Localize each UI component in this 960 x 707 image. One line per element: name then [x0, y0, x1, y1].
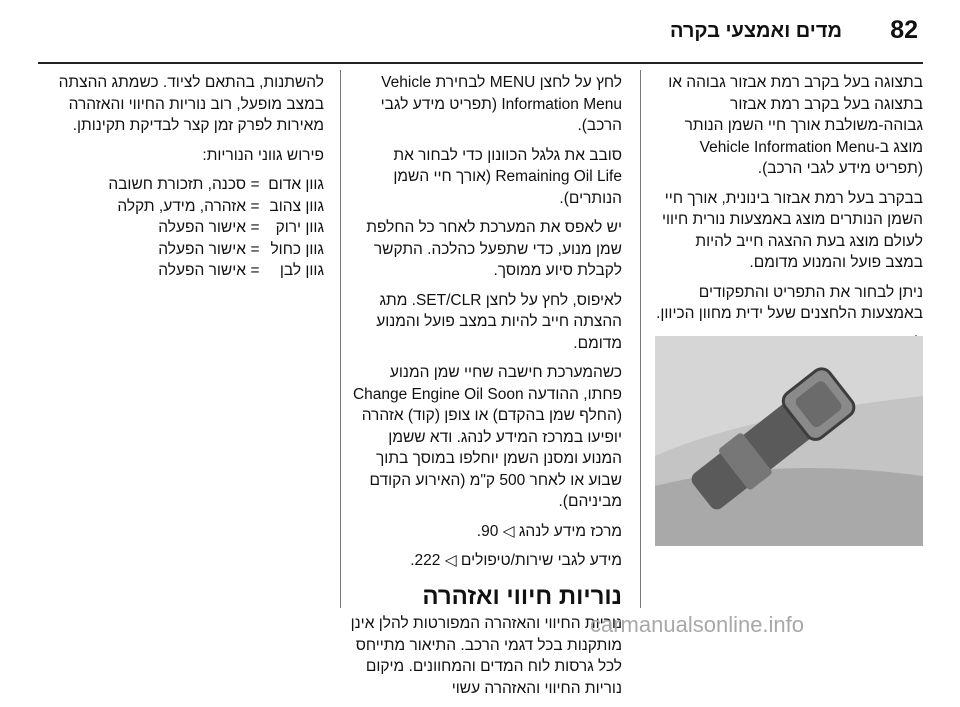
- paragraph: פירוש גווני הנוריות:: [202, 146, 324, 164]
- right-column: [655, 72, 923, 362]
- list-item: גוון אדום = סכנה, תזכורת חשובה: [108, 176, 324, 193]
- paragraph: כשהמערכת חישבה שחיי שמן המנוע פחתו, ההודעה Change Engine Oil Soon (החלף שמן בהקדם) או צופן (קוד) אזהרה יופיעו במרכז המידע לנהג. ודא ששמן המנוע ומסנן השמן יוחלפו במוסך בתוך שבוע או לאחר 500 ק"מ (האירוע הקודם מביניהם).: [352, 364, 622, 510]
- stalk-illustration: [655, 336, 923, 546]
- cross-reference: מידע לגבי שירות/טיפולים ◁ 222.: [410, 552, 622, 569]
- paragraph: להשתנות, בהתאם לציוד. כשמתג ההצתה במצב מופעל, רוב נוריות החיווי והאזהרה מאירות לפרק זמן קצר לבדיקת תקינותן.: [58, 74, 324, 134]
- paragraph: לחץ על לחצן MENU לבחירת Vehicle Information Menu (תפריט מידע לגבי הרכב).: [380, 74, 622, 134]
- paragraph: יש לאפס את המערכת לאחר כל החלפת שמן מנוע, כדי שתפעל כהלכה. התקשר לקבלת סיוע ממוסך.: [366, 219, 622, 279]
- chapter-title: מדים ואמצעי בקרה: [669, 20, 842, 42]
- list-item: גוון צהוב = אזהרה, מידע, תקלה: [117, 197, 324, 215]
- paragraph: בתצוגה בעל בקרב רמת אבזור גבוהה או בתצוגה בעל בקרב רמת אבזור גבוהה-משולבת אורך חיי השמן הנותר מוצג ב-Vehicle Information Menu (תפריט מידע לגבי הרכב).: [668, 74, 923, 177]
- list-item: גוון כחול = אישור הפעלה: [158, 240, 324, 258]
- paragraph: בבקרב בעל רמת אבזור בינונית, אורך חיי השמן הנותרים מוצג באמצעות נורית חיווי לעולם מוצג בעת ההצגה חייב להיות במצב פועל והמנוע מדומם.: [661, 189, 923, 271]
- color-legend-list: [40, 174, 324, 282]
- middle-column: [350, 72, 622, 707]
- column-divider-right: [640, 70, 641, 608]
- watermark: carmanualsonline.info: [590, 612, 805, 637]
- turn-signal-stalk-photo: [655, 336, 923, 546]
- page-number: 82: [890, 16, 918, 44]
- cross-reference: מרכז מידע לנהג ◁ 90.: [476, 522, 622, 540]
- list-item: גוון ירוק = אישור הפעלה: [158, 219, 324, 236]
- paragraph: לאיפוס, לחץ על לחצן SET/CLR. מתג ההצתה חייב להיות במצב פועל והמנוע מדומם.: [376, 291, 622, 352]
- page-header: [0, 0, 960, 60]
- header-rule: [38, 62, 923, 64]
- paragraph: נוריות החיווי והאזהרה המפורטות להלן אינן מותקנות בכל דגמי הרכב. התיאור מתייחס לכל גרסות לוח המדים והמחוונים. מיקום נוריות החיווי והאזהרה עשוי: [350, 615, 622, 697]
- left-column: [40, 72, 324, 282]
- list-item: גוון לבן = אישור הפעלה: [158, 262, 324, 279]
- section-heading: נוריות חיווי ואזהרה: [422, 582, 622, 610]
- paragraph: ניתן לבחור את התפריט והתפקודים באמצעות הלחצנים שעל ידית מחוון הכיוון.: [656, 283, 923, 322]
- paragraph: סובב את גלגל הכוונון כדי לבחור את Remaining Oil Life (אורך חיי השמן הנותרים).: [393, 146, 622, 207]
- column-divider-left: [340, 70, 341, 608]
